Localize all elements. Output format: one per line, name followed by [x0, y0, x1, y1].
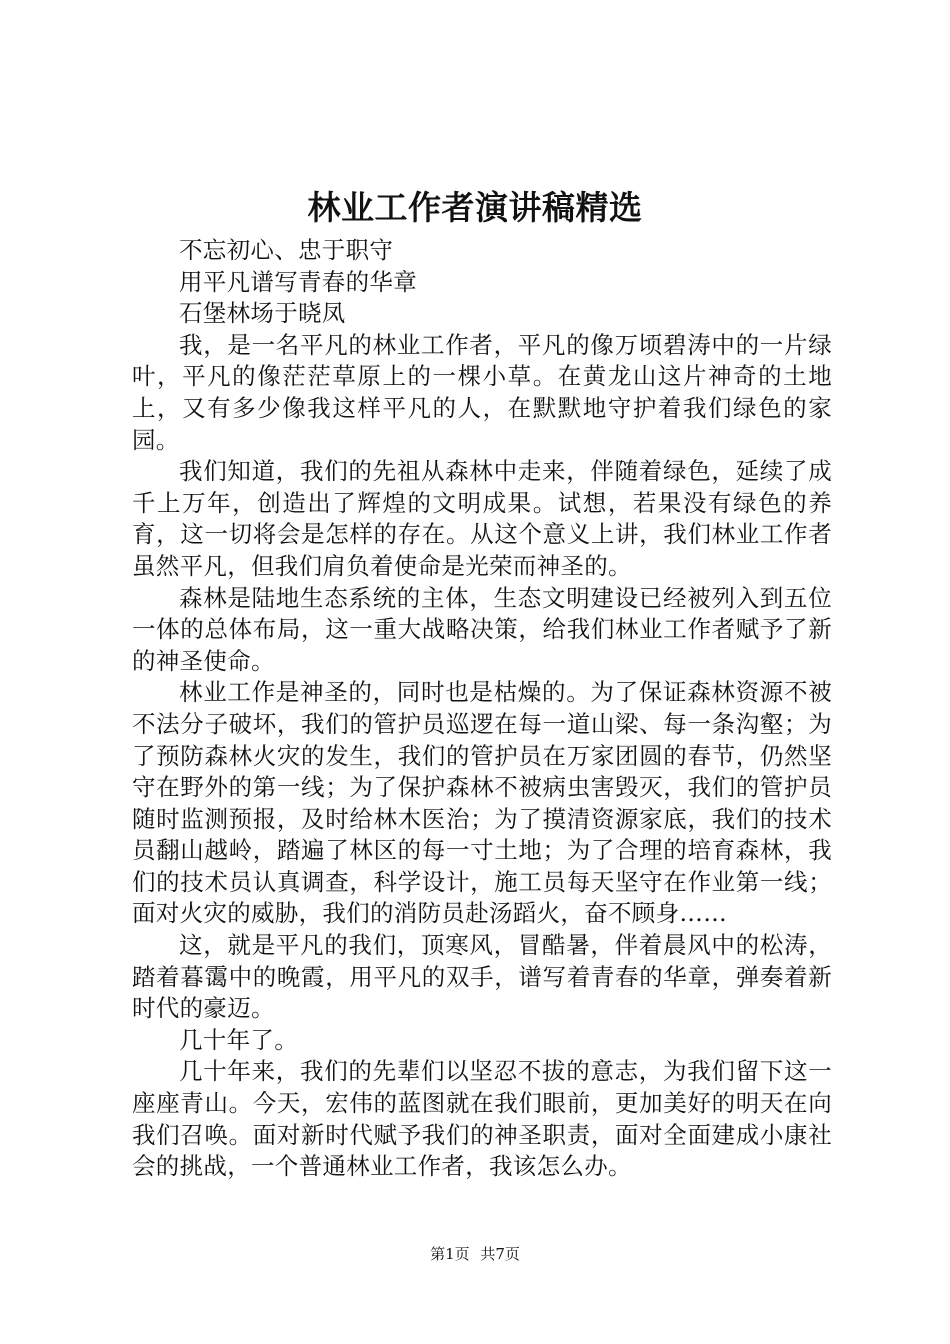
paragraph-subtitle-2: 用平凡谱写青春的华章 [179, 267, 417, 296]
page-number: 第1页 [430, 1245, 470, 1263]
paragraph-author: 石堡林场于晓凤 [179, 299, 346, 328]
paragraph: 我，是一名平凡的林业工作者，平凡的像万顷碧涛中的一片绿叶，平凡的像茫茫草原上的一棵小草。在黄龙山这片神奇的土地上，又有多少像我这样平凡的人，在默默地守护着我们绿色的家园。 [132, 330, 832, 454]
paragraph: 几十年了。 [179, 1025, 298, 1054]
paragraph: 几十年来，我们的先辈们以坚忍不拔的意志，为我们留下这一座座青山。今天，宏伟的蓝图就在我们眼前，更加美好的明天在向我们召唤。面对新时代赋予我们的神圣职责，面对全面建成小康社会的挑战，一个普通林业工作者，我该怎么办。 [132, 1057, 832, 1181]
page-footer [0, 1243, 950, 1265]
paragraph: 这，就是平凡的我们，顶寒风，冒酷暑，伴着晨风中的松涛，踏着暮霭中的晚霞，用平凡的双手，谱写着青春的华章，弹奏着新时代的豪迈。 [132, 931, 832, 1023]
document-title: 林业工作者演讲稿精选 [307, 188, 643, 227]
paragraph: 森林是陆地生态系统的主体，生态文明建设已经被列入到五位一体的总体布局，这一重大战略决策，给我们林业工作者赋予了新的神圣使命。 [132, 583, 832, 675]
page-total: 共7页 [480, 1245, 520, 1263]
paragraph: 我们知道，我们的先祖从森林中走来，伴随着绿色，延续了成千上万年，创造出了辉煌的文明成果。试想，若果没有绿色的养育，这一切将会是怎样的存在。从这个意义上讲，我们林业工作者虽然平凡，但我们肩负着使命是光荣而神圣的。 [132, 457, 832, 580]
paragraph: 林业工作是神圣的，同时也是枯燥的。为了保证森林资源不被不法分子破坏，我们的管护员巡逻在每一道山梁、每一条沟壑；为了预防森林火灾的发生，我们的管护员在万家团圆的春节，仍然坚守在野外的第一线；为了保护森林不被病虫害毁灭，我们的管护员随时监测预报，及时给林木医治；为了摸清资源家底，我们的技术员翻山越岭，踏遍了林区的每一寸土地；为了合理的培育森林，我们的技术员认真调查，科学设计，施工员每天坚守在作业第一线；面对火灾的威胁，我们的消防员赴汤蹈火，奋不顾身…… [132, 678, 832, 928]
document-body [132, 235, 832, 1183]
paragraph-subtitle-1: 不忘初心、忠于职守 [179, 236, 394, 264]
